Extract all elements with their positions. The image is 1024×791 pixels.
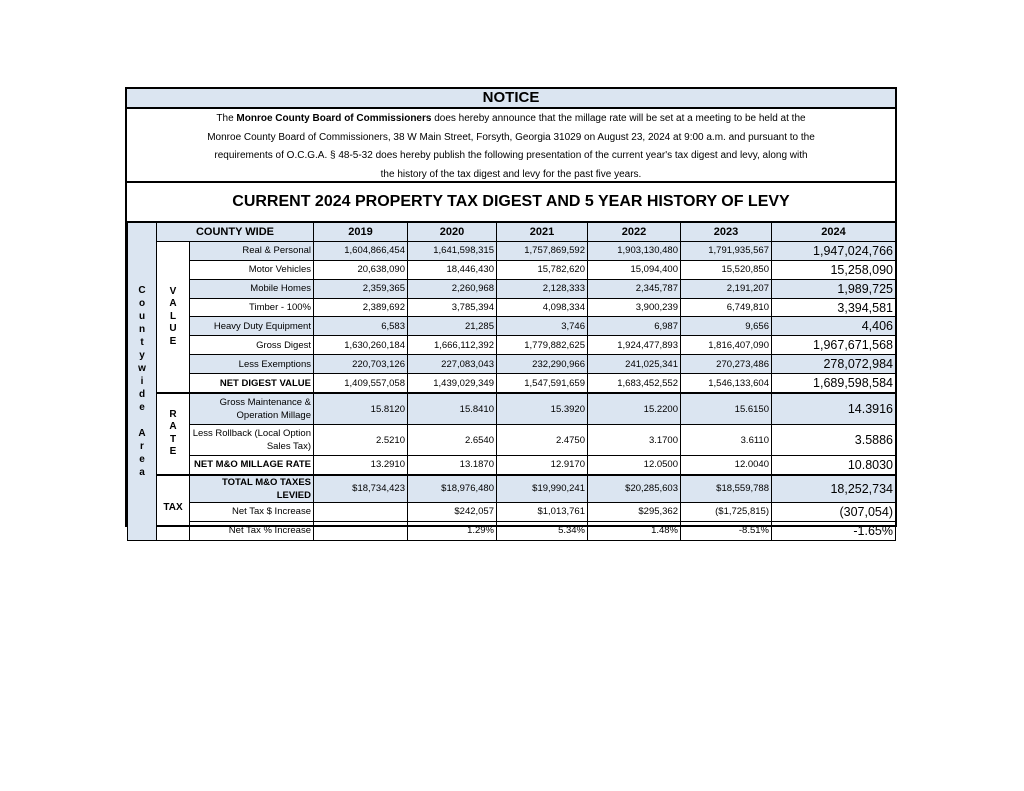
notice-line-3: requirements of O.C.G.A. § 48-5-32 does hereby publish the following presentation of the current year's tax digest and levy, along with [214, 150, 808, 161]
year-header: 2020 [408, 223, 497, 242]
row-label: Less Rollback (Local Option Sales Tax) [190, 425, 314, 456]
table-cell [314, 502, 408, 521]
table-cell: 14.3916 [772, 393, 896, 425]
table-cell: (307,054) [772, 502, 896, 521]
table-cell: 227,083,043 [408, 355, 497, 374]
table-row [128, 425, 896, 456]
table-cell: 12.0040 [681, 456, 772, 475]
table-cell: 6,583 [314, 317, 408, 336]
table-row [128, 241, 896, 260]
table-cell: 21,285 [408, 317, 497, 336]
table-cell: 1.48% [588, 521, 681, 540]
year-header: 2024 [772, 223, 896, 242]
table-cell: 1,546,133,604 [681, 374, 772, 393]
table-cell: 1,689,598,584 [772, 374, 896, 393]
tax-section-label: TAX [157, 475, 190, 540]
table-cell: 1.29% [408, 521, 497, 540]
table-cell: $18,559,788 [681, 475, 772, 503]
table-cell: 4,098,334 [497, 298, 588, 317]
table-cell: 4,406 [772, 317, 896, 336]
table-cell: 15,782,620 [497, 260, 588, 279]
table-cell: 6,987 [588, 317, 681, 336]
row-label: NET DIGEST VALUE [190, 374, 314, 393]
table-cell: 3,394,581 [772, 298, 896, 317]
digest-heading: CURRENT 2024 PROPERTY TAX DIGEST AND 5 YEAR HISTORY OF LEVY [127, 183, 895, 222]
side-label: C o u n t y w i d e A r e a [128, 223, 157, 541]
table-row [128, 521, 896, 540]
notice-title: NOTICE [127, 89, 895, 109]
table-cell: 1,409,557,058 [314, 374, 408, 393]
table-cell [314, 521, 408, 540]
table-cell: 270,273,486 [681, 355, 772, 374]
year-header: 2021 [497, 223, 588, 242]
row-label: Less Exemptions [190, 355, 314, 374]
table-cell: 2,260,968 [408, 279, 497, 298]
table-cell: 2,359,365 [314, 279, 408, 298]
table-cell: 15,258,090 [772, 260, 896, 279]
table-cell: 1,816,407,090 [681, 336, 772, 355]
table-cell: 2,389,692 [314, 298, 408, 317]
row-label: Net Tax $ Increase [190, 502, 314, 521]
table-row [128, 502, 896, 521]
table-cell: $295,362 [588, 502, 681, 521]
notice-text [127, 109, 895, 183]
row-label: Gross Maintenance & Operation Millage [190, 393, 314, 425]
table-cell: 232,290,966 [497, 355, 588, 374]
table-cell: 1,903,130,480 [588, 241, 681, 260]
table-row [128, 475, 896, 503]
header-row [128, 223, 896, 242]
value-section-label: V A L U E [157, 241, 190, 393]
table-cell: 15.6150 [681, 393, 772, 425]
table-cell: -1.65% [772, 521, 896, 540]
digest-table [127, 222, 896, 541]
table-cell: 15.3920 [497, 393, 588, 425]
year-header: 2023 [681, 223, 772, 242]
table-row [128, 279, 896, 298]
table-cell: 1,683,452,552 [588, 374, 681, 393]
table-cell: 1,604,866,454 [314, 241, 408, 260]
table-cell: 220,703,126 [314, 355, 408, 374]
table-cell: 1,779,882,625 [497, 336, 588, 355]
table-cell: 15.8410 [408, 393, 497, 425]
year-header: 2022 [588, 223, 681, 242]
row-label: Real & Personal [190, 241, 314, 260]
year-header: 2019 [314, 223, 408, 242]
row-label: NET M&O MILLAGE RATE [190, 456, 314, 475]
table-cell: 3.1700 [588, 425, 681, 456]
table-cell: 3,785,394 [408, 298, 497, 317]
table-cell: 1,967,671,568 [772, 336, 896, 355]
table-cell: 3.5886 [772, 425, 896, 456]
table-cell: 241,025,341 [588, 355, 681, 374]
table-row [128, 298, 896, 317]
row-label: Mobile Homes [190, 279, 314, 298]
table-cell: 1,947,024,766 [772, 241, 896, 260]
table-cell: 18,446,430 [408, 260, 497, 279]
table-cell: $18,976,480 [408, 475, 497, 503]
table-cell: $19,990,241 [497, 475, 588, 503]
notice-intro: The [216, 113, 237, 124]
rate-section-label: R A T E [157, 393, 190, 475]
table-cell: 12.9170 [497, 456, 588, 475]
table-row [128, 355, 896, 374]
board-name: Monroe County Board of Commissioners [236, 113, 432, 124]
table-cell: 1,757,869,592 [497, 241, 588, 260]
notice-line-1-rest: does hereby announce that the millage rate will be set at a meeting to be held at the [431, 113, 806, 124]
table-cell: 15,094,400 [588, 260, 681, 279]
table-cell: 9,656 [681, 317, 772, 336]
table-cell: 18,252,734 [772, 475, 896, 503]
table-cell: 1,439,029,349 [408, 374, 497, 393]
row-label: Heavy Duty Equipment [190, 317, 314, 336]
county-wide-header: COUNTY WIDE [157, 223, 314, 242]
row-label: TOTAL M&O TAXES LEVIED [190, 475, 314, 503]
table-cell: 3,900,239 [588, 298, 681, 317]
table-cell: 6,749,810 [681, 298, 772, 317]
table-cell: 1,791,935,567 [681, 241, 772, 260]
table-cell: 1,989,725 [772, 279, 896, 298]
table-cell: 2,345,787 [588, 279, 681, 298]
table-cell: 2.6540 [408, 425, 497, 456]
table-cell: 1,924,477,893 [588, 336, 681, 355]
table-cell: 1,547,591,659 [497, 374, 588, 393]
table-cell: $20,285,603 [588, 475, 681, 503]
table-cell: 13.1870 [408, 456, 497, 475]
table-cell: 2,191,207 [681, 279, 772, 298]
table-cell: $1,013,761 [497, 502, 588, 521]
table-cell: 5.34% [497, 521, 588, 540]
table-cell: 13.2910 [314, 456, 408, 475]
table-cell: 1,666,112,392 [408, 336, 497, 355]
row-label: Motor Vehicles [190, 260, 314, 279]
notice-line-2: Monroe County Board of Commissioners, 38 W Main Street, Forsyth, Georgia 31029 on August 23, 2024 at 9:00 a.m. and pursuant to the [207, 131, 815, 143]
table-row [128, 336, 896, 355]
table-row [128, 374, 896, 393]
table-cell: 1,641,598,315 [408, 241, 497, 260]
table-cell: 10.8030 [772, 456, 896, 475]
table-cell: 15.8120 [314, 393, 408, 425]
table-cell: $18,734,423 [314, 475, 408, 503]
tax-notice-document [125, 87, 897, 538]
table-cell: 3.6110 [681, 425, 772, 456]
table-row [128, 393, 896, 425]
row-label: Gross Digest [190, 336, 314, 355]
table-cell: 20,638,090 [314, 260, 408, 279]
table-cell: $242,057 [408, 502, 497, 521]
table-row [128, 260, 896, 279]
table-row [128, 456, 896, 475]
table-cell: 2.4750 [497, 425, 588, 456]
row-label: Timber - 100% [190, 298, 314, 317]
notice-line-4: the history of the tax digest and levy for the past five years. [380, 168, 642, 180]
table-cell: 3,746 [497, 317, 588, 336]
table-cell: 15.2200 [588, 393, 681, 425]
table-cell: -8.51% [681, 521, 772, 540]
table-cell: 2.5210 [314, 425, 408, 456]
table-cell: 278,072,984 [772, 355, 896, 374]
table-row [128, 317, 896, 336]
table-cell: ($1,725,815) [681, 502, 772, 521]
table-cell: 2,128,333 [497, 279, 588, 298]
table-cell: 15,520,850 [681, 260, 772, 279]
row-label: Net Tax % Increase [190, 521, 314, 540]
table-cell: 1,630,260,184 [314, 336, 408, 355]
table-cell: 12.0500 [588, 456, 681, 475]
notice-line-1 [127, 110, 895, 129]
